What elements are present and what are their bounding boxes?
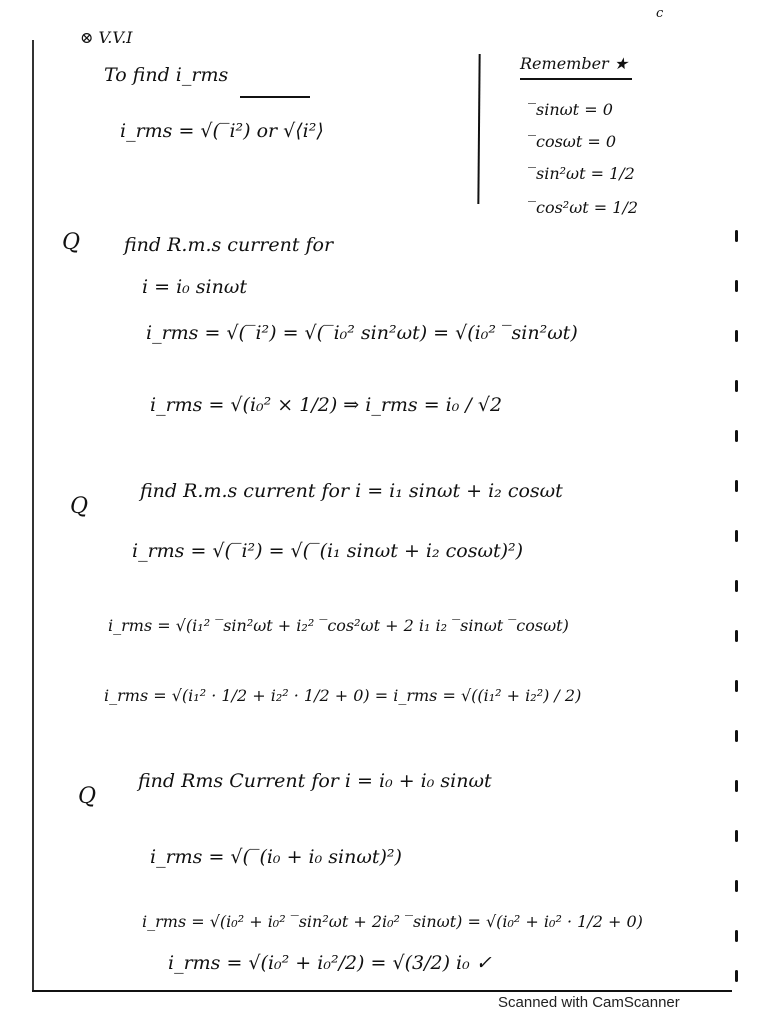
binder-tick	[735, 830, 738, 842]
question-marker: Q	[78, 784, 97, 809]
remember-underline	[520, 78, 632, 80]
binder-tick	[735, 780, 738, 792]
binder-tick	[735, 630, 738, 642]
page-left-border	[32, 40, 34, 990]
binder-tick	[735, 970, 738, 982]
q3-title: find Rms Current for i = i₀ + i₀ sinωt	[138, 770, 492, 792]
binder-tick	[735, 880, 738, 892]
remember-title: Remember ★	[520, 54, 629, 73]
q2-step2: i_rms = √(i₁² ‾sin²ωt + i₂² ‾cos²ωt + 2 i₁ i₂ ‾sinωt ‾cosωt)	[108, 616, 569, 635]
remember-item: ‾sin²ωt = 1/2	[528, 164, 635, 183]
binder-marks	[730, 230, 738, 990]
remember-item: ‾cos²ωt = 1/2	[528, 198, 639, 217]
q2-step1: i_rms = √(‾i²) = √(‾(i₁ sinωt + i₂ cosωt)²)	[132, 540, 524, 562]
q3-step2: i_rms = √(i₀² + i₀² ‾sin²ωt + 2i₀² ‾sinωt) = √(i₀² + i₀² · 1/2 + 0)	[142, 912, 643, 931]
heading-underline	[240, 96, 310, 98]
binder-tick	[735, 380, 738, 392]
vvi-marker: ⊗ V.V.I	[80, 28, 133, 47]
page-bottom-border	[32, 990, 732, 992]
q2-title: find R.m.s current for i = i₁ sinωt + i₂ cosωt	[140, 480, 563, 502]
q2-step3: i_rms = √(i₁² · 1/2 + i₂² · 1/2 + 0) = i_rms = √((i₁² + i₂²) / 2)	[104, 686, 582, 705]
vertical-divider	[477, 54, 480, 204]
binder-tick	[735, 230, 738, 242]
binder-tick	[735, 480, 738, 492]
question-marker: Q	[70, 494, 89, 519]
corner-mark: c	[656, 6, 664, 21]
q3-step3: i_rms = √(i₀² + i₀²/2) = √(3/2) i₀ ✓	[168, 952, 492, 974]
binder-tick	[735, 580, 738, 592]
q1-step1: i_rms = √(‾i²) = √(‾i₀² sin²ωt) = √(i₀² ‾sin²ωt)	[146, 322, 578, 344]
remember-item: ‾cosωt = 0	[528, 132, 617, 151]
binder-tick	[735, 330, 738, 342]
section1-formula: i_rms = √(‾i²) or √⟨i²⟩	[120, 120, 324, 142]
q1-title: find R.m.s current for	[124, 234, 334, 256]
q1-given: i = i₀ sinωt	[142, 276, 248, 298]
camscanner-watermark: Scanned with CamScanner	[498, 994, 680, 1011]
remember-item: ‾sinωt = 0	[528, 100, 613, 119]
binder-tick	[735, 680, 738, 692]
binder-tick	[735, 730, 738, 742]
binder-tick	[735, 930, 738, 942]
q3-step1: i_rms = √(‾(i₀ + i₀ sinωt)²)	[150, 846, 402, 868]
section1-heading: To find i_rms	[104, 64, 229, 86]
question-marker: Q	[62, 230, 81, 255]
q1-step2: i_rms = √(i₀² × 1/2) ⇒ i_rms = i₀ / √2	[150, 394, 503, 416]
binder-tick	[735, 430, 738, 442]
binder-tick	[735, 280, 738, 292]
binder-tick	[735, 530, 738, 542]
